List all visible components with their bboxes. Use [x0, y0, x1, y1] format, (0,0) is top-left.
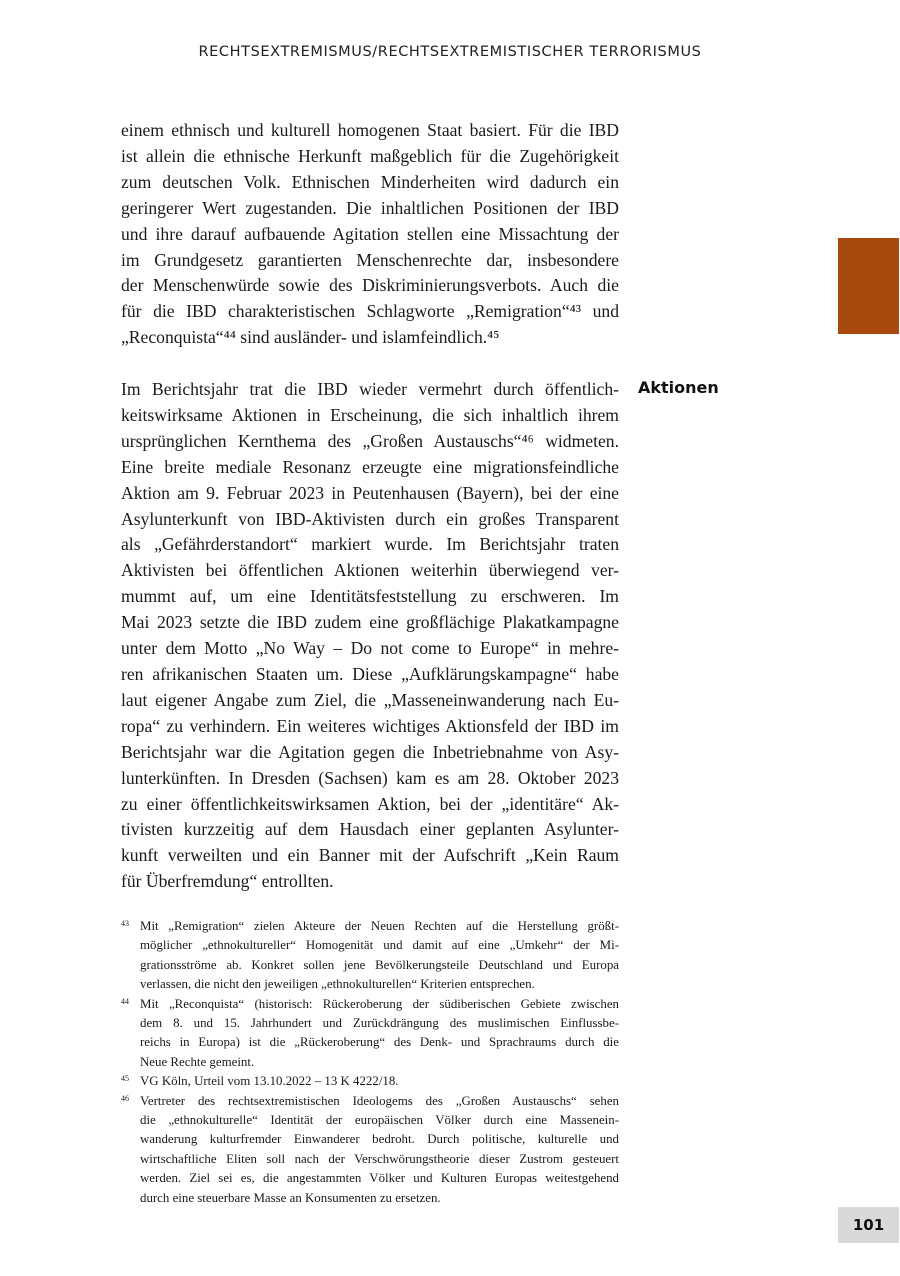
chapter-tab-marker — [838, 238, 899, 334]
text-line: Berichtsjahr war die Agitation gegen die Inbetriebnahme von Asy- — [121, 741, 619, 762]
paragraph-aktionen — [121, 377, 619, 895]
footnote-number: 46 — [121, 1093, 129, 1103]
text-line: Aktion am 9. Februar 2023 in Peutenhausen (Bayern), bei der eine — [121, 482, 619, 503]
text-line: wirtschaftliche Eliten soll nach der Verschwörungstheorie dieser Zustrom gesteuert — [140, 1151, 619, 1166]
text-line: ren afrikanischen Staaten um. Diese „Aufklärungskampagne“ habe — [121, 663, 619, 684]
text-line: „Reconquista“⁴⁴ sind ausländer- und islamfeindlich.⁴⁵ — [121, 327, 500, 348]
text-line: die „ethnokulturelle“ Identität der europäischen Völker durch eine Massenein- — [140, 1113, 619, 1128]
text-line: grationsströme ab. Konkret sollen jene Bevölkerungsteile Deutschland und Europa — [140, 957, 619, 972]
text-line: für die IBD charakteristischen Schlagworte „Remigration“⁴³ und — [121, 301, 619, 322]
text-line: keitswirksame Aktionen in Erscheinung, die sich inhaltlich ihrem — [121, 404, 619, 425]
text-line: mummt auf, um eine Identitätsfeststellung zu erschweren. Im — [121, 586, 619, 607]
footnote-number: 45 — [121, 1074, 129, 1084]
text-line: möglicher „ethnokultureller“ Homogenität und damit auf eine „Umkehr“ der Mi- — [140, 938, 619, 953]
text-line: Vertreter des rechtsextremistischen Ideologems des „Großen Austauschs“ sehen — [140, 1093, 619, 1108]
text-line: zum deutschen Volk. Ethnischen Minderheiten wird dadurch ein — [121, 171, 619, 192]
page-number: 101 — [838, 1207, 899, 1243]
text-line: verlassen, die nicht den jeweiligen „ethnokulturellen“ Kriterien entsprechen. — [140, 977, 535, 992]
text-line: VG Köln, Urteil vom 13.10.2022 – 13 K 4222/18. — [140, 1074, 399, 1089]
text-line: lunterkünften. In Dresden (Sachsen) kam es am 28. Oktober 2023 — [121, 767, 619, 788]
text-line: Im Berichtsjahr trat die IBD wieder vermehrt durch öffentlich- — [121, 379, 619, 399]
text-line: als „Gefährderstandort“ markiert wurde. Im Berichtsjahr traten — [121, 534, 619, 555]
text-line: laut eigener Angabe zum Ziel, die „Masseneinwanderung nach Eu- — [121, 689, 619, 710]
text-line: für Überfremdung“ entrollten. — [121, 871, 334, 892]
text-line: Mit „Reconquista“ (historisch: Rückeroberung der südiberischen Gebiete zwischen — [140, 996, 619, 1011]
text-line: unter dem Motto „No Way – Do not come to Europe“ in mehre- — [121, 638, 619, 659]
text-line: Eine breite mediale Resonanz erzeugte eine migrationsfeindliche — [121, 456, 619, 477]
text-line: und ihre darauf aufbauende Agitation stellen eine Missachtung der — [121, 223, 619, 244]
running-header: RECHTSEXTREMISMUS/RECHTSEXTREMISTISCHER TERRORISMUS — [198, 44, 702, 60]
text-line: einem ethnisch und kulturell homogenen Staat basiert. Für die IBD — [121, 120, 619, 140]
text-line: ropa“ zu verhindern. Ein weiteres wichtiges Aktionsfeld der IBD im — [121, 715, 619, 736]
text-line: Neue Rechte gemeint. — [140, 1054, 255, 1069]
footnotes — [121, 917, 619, 1208]
text-line: Mit „Remigration“ zielen Akteure der Neuen Rechten auf die Herstellung größt- — [140, 919, 619, 933]
footnote-number: 43 — [121, 919, 129, 928]
text-line: Mai 2023 setzte die IBD zudem eine großflächige Plakatkampagne — [121, 612, 619, 633]
text-line: der Menschenwürde sowie des Diskriminierungsverbots. Auch die — [121, 275, 619, 296]
text-line: ursprünglichen Kernthema des „Großen Austauschs“⁴⁶ widmeten. — [121, 430, 619, 451]
text-line: tivisten kurzzeitig auf dem Hausdach einer geplanten Asylunter- — [121, 819, 619, 840]
text-line: dem 8. und 15. Jahrhundert und Zurückdrängung des muslimischen Einflussbe- — [140, 1016, 619, 1031]
text-line: im Grundgesetz garantierten Menschenrechte dar, insbesondere — [121, 249, 619, 270]
footnote-number: 44 — [121, 996, 129, 1006]
text-line: zu einer öffentlichkeitswirksamen Aktion, bei der „identitäre“ Ak- — [121, 793, 619, 814]
text-line: wanderung kulturfremder Einwanderer bedroht. Durch politische, kulturelle und — [140, 1132, 619, 1147]
text-line: reichs in Europa) ist die „Rückeroberung“ des Denk- und Sprachraums durch die — [140, 1035, 619, 1050]
text-line: ist allein die ethnische Herkunft maßgeblich für die Zugehörigkeit — [121, 145, 619, 166]
text-line: werden. Ziel sei es, die angestammten Völker und Kulturen Europas weitestgehend — [140, 1171, 619, 1186]
footnote-46 — [121, 1092, 619, 1208]
text-line: kunft verweilten und ein Banner mit der Aufschrift „Kein Raum — [121, 845, 619, 866]
footnote-44 — [121, 995, 619, 1073]
footnote-43 — [121, 917, 619, 995]
margin-heading-aktionen: Aktionen — [638, 378, 719, 397]
paragraph-ideology — [121, 118, 619, 351]
footnote-45 — [121, 1072, 619, 1091]
text-line: Asylunterkunft von IBD-Aktivisten durch ein großes Transparent — [121, 508, 619, 529]
text-line: geringerer Wert zugestanden. Die inhaltlichen Positionen der IBD — [121, 197, 619, 218]
text-line: durch eine steuerbare Masse an Konsumenten zu ersetzen. — [140, 1190, 441, 1205]
text-line: Aktivisten bei öffentlichen Aktionen weiterhin überwiegend ver- — [121, 560, 619, 581]
